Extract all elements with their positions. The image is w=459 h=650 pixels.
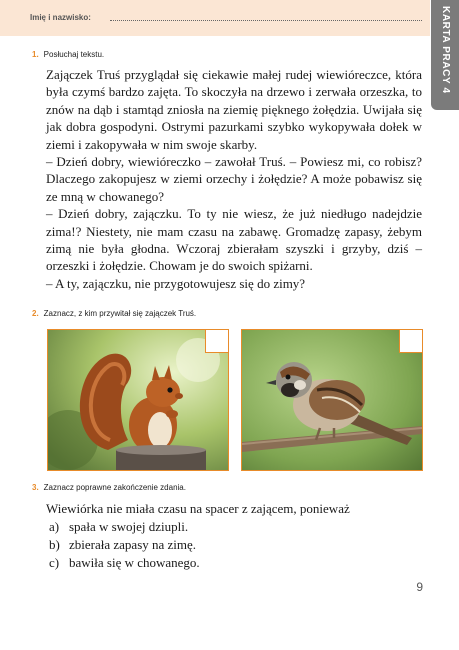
squirrel-checkbox[interactable]	[205, 330, 228, 353]
name-label: Imię i nazwisko:	[30, 13, 91, 22]
page-number: 9	[416, 580, 423, 594]
side-tab-label: KARTA PRACY 4	[440, 6, 451, 94]
task-2-heading	[32, 309, 196, 318]
task-2-instruction: Zaznacz, z kim przywitał się zajączek Truś.	[43, 309, 197, 318]
option-text: zbierała zapasy na zimę.	[69, 537, 197, 552]
task-3-heading	[32, 483, 186, 492]
option-letter: a)	[49, 519, 60, 534]
sentence-start: Wiewiórka nie miała czasu na spacer z zającem, ponieważ	[46, 501, 350, 516]
worksheet-side-tab	[431, 0, 459, 110]
task-3-number: 3.	[32, 483, 39, 492]
reading-paragraph: – Dzień dobry, wiewióreczko – zawołał Truś. – Powiesz mi, co robisz? Dlaczego zakopujesz w ziemi orzechy i żołędzie? A może pobawisz się ze mną w chowanego?	[46, 154, 422, 204]
option-text: spała w swojej dziupli.	[69, 519, 189, 534]
option-letter: c)	[49, 555, 60, 570]
name-field[interactable]	[110, 11, 422, 21]
task-3-instruction: Zaznacz poprawne zakończenie zdania.	[43, 483, 186, 492]
sparrow-illustration	[242, 330, 422, 470]
option-text: bawiła się w chowanego.	[69, 555, 200, 570]
option-c[interactable]	[49, 555, 200, 571]
option-b[interactable]	[49, 537, 196, 553]
squirrel-photo	[47, 329, 229, 471]
task-1-heading	[32, 50, 104, 59]
name-header-bar	[0, 0, 430, 36]
sparrow-checkbox[interactable]	[399, 330, 422, 353]
squirrel-illustration	[48, 330, 228, 470]
option-letter: b)	[49, 537, 60, 552]
reading-text	[46, 66, 422, 292]
task-2-number: 2.	[32, 309, 39, 318]
option-a[interactable]	[49, 519, 188, 535]
reading-paragraph: – A ty, zajączku, nie przygotowujesz się do zimy?	[46, 275, 306, 291]
task-1-instruction: Posłuchaj tekstu.	[43, 50, 105, 59]
reading-paragraph: – Dzień dobry, zajączku. To ty nie wiesz, że już niedługo nadejdzie zima!? Niestety, nie mam czasu na zabawę. Gromadzę zapasy, żebym zimą nie była głodna. Wczoraj zbierałam szyszki i grzyby, dziś – orzeszki i żołędzie. Chowam je do swoich spiżarni.	[46, 206, 422, 274]
reading-paragraph: Zajączek Truś przyglądał się ciekawie małej rudej wiewióreczce, która była czymś bardzo zajęta. To skoczyła na drzewo i zerwała orzeszka, to znów na dąb i stamtąd zniosła na ziemię pięknego żołędzia. Uwijała się jak dobra gospodyni. Ostrymi pazurkami szybko wykopywała dołek w ziemi i zakopywała w nim swoje skarby.	[46, 67, 422, 152]
task-1-number: 1.	[32, 50, 39, 59]
sparrow-photo	[241, 329, 423, 471]
